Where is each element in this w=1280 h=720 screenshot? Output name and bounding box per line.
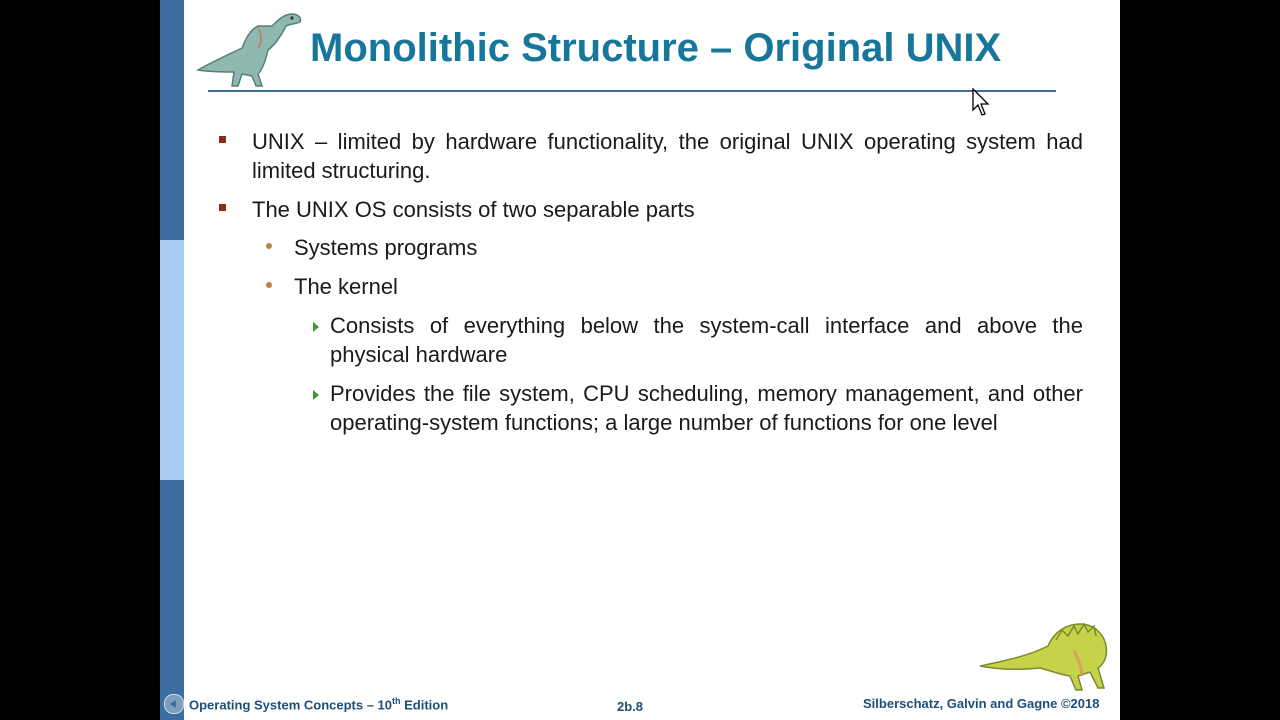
bullet-text: The UNIX OS consists of two separable parts: [252, 197, 695, 222]
bullet-dot-icon: [266, 282, 272, 288]
sub-sub-bullet-text: Provides the file system, CPU scheduling, memory management, and other operating-system functions; a large number of functions for one level: [330, 381, 1083, 435]
dinosaur-footer-icon: [978, 616, 1114, 692]
bullet-arrow-icon: [313, 390, 319, 400]
footer-page-number: 2b.8: [617, 699, 644, 714]
bullet-square-icon: [219, 204, 226, 211]
bullet-dot-icon: [266, 243, 272, 249]
sub-sub-bullet-text: Consists of everything below the system-call interface and above the physical hardware: [330, 313, 1083, 367]
bullet-arrow-icon: [313, 322, 319, 332]
sub-bullet-text: The kernel: [294, 274, 398, 299]
bullet-square-icon: [219, 136, 226, 143]
page-title: Monolithic Structure – Original UNIX: [310, 26, 1002, 70]
slide-body: [160, 0, 1120, 720]
footer-copyright: Silberschatz, Galvin and Gagne ©2018: [863, 696, 1100, 711]
slide: [160, 0, 1120, 720]
sub-bullet-text: Systems programs: [294, 235, 478, 260]
footer-book-title: Operating System Concepts – 10th Edition: [189, 696, 449, 713]
bullet-text: UNIX – limited by hardware functionality, the original UNIX operating system had limited structuring.: [252, 129, 1083, 183]
